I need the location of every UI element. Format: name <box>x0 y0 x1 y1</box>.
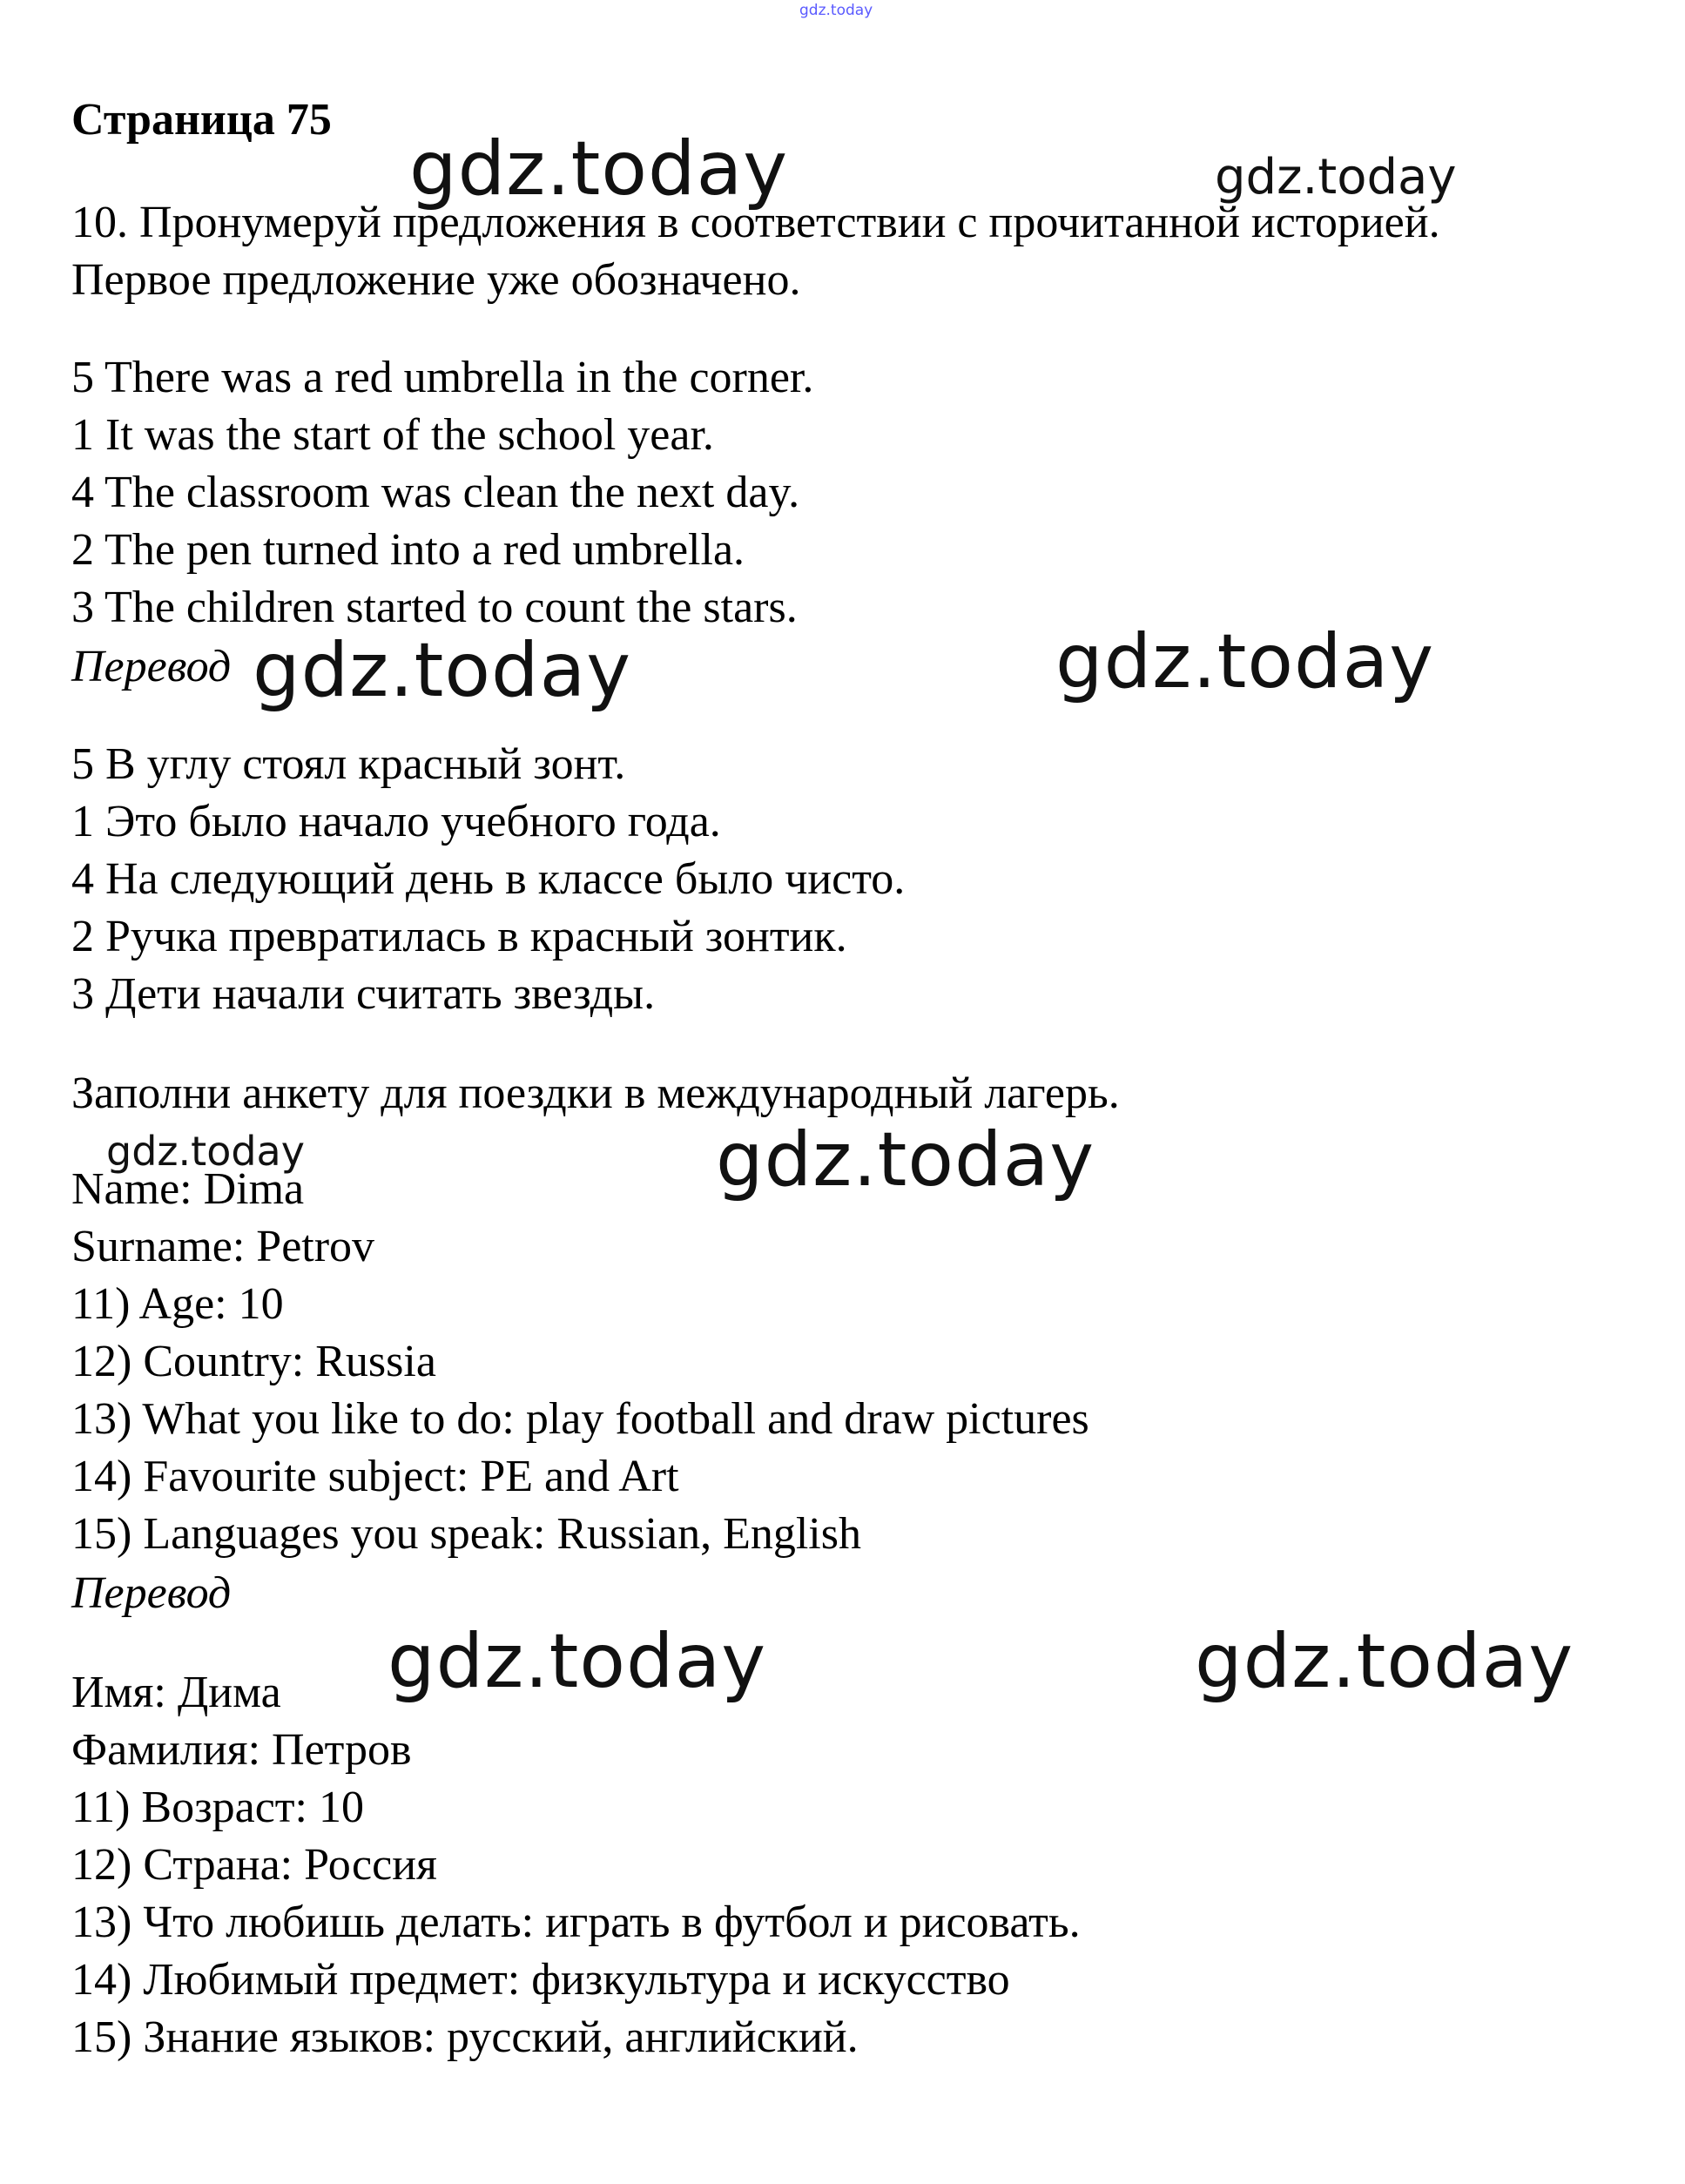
translation-item: 2 Ручка превратилась в красный зонтик. <box>71 912 847 961</box>
form-field: Name: Dima <box>71 1164 305 1214</box>
form-translation: 15) Знание языков: русский, английский. <box>71 2012 859 2062</box>
form-translation: 13) Что любишь делать: играть в футбол и рисовать. <box>71 1898 1081 1947</box>
form-translation: 12) Страна: Россия <box>71 1840 437 1890</box>
translation-item: 5 В углу стоял красный зонт. <box>71 739 626 789</box>
sentence-item: 3 The children started to count the stars. <box>71 583 798 632</box>
sentence-item: 4 The classroom was clean the next day. <box>71 468 800 517</box>
form-field: Surname: Petrov <box>71 1222 375 1271</box>
form-translation: Фамилия: Петров <box>71 1725 412 1775</box>
form-translation: 14) Любимый предмет: физкультура и искусство <box>71 1955 1010 2005</box>
translation-label: Перевод <box>71 642 232 691</box>
form-translation: Имя: Дима <box>71 1668 281 1717</box>
exercise-instruction-line2: Первое предложение уже обозначено. <box>71 255 801 305</box>
form-field: 12) Country: Russia <box>71 1337 436 1386</box>
watermark: gdz.today <box>716 1116 1095 1203</box>
watermark: gdz.today <box>1195 1618 1574 1705</box>
exercise-instruction-line1: 10. Пронумеруй предложения в соответствии с прочитанной историей. <box>71 198 1440 247</box>
watermark: gdz.today <box>1055 618 1435 705</box>
page-title: Страница 75 <box>71 95 332 145</box>
translation-item: 1 Это было начало учебного года. <box>71 797 721 846</box>
watermark: gdz.today <box>253 627 632 714</box>
watermark: gdz.today <box>409 125 789 212</box>
form-field: 15) Languages you speak: Russian, English <box>71 1509 861 1559</box>
watermark-top-tiny: gdz.today <box>799 2 873 19</box>
translation-item: 3 Дети начали считать звезды. <box>71 969 656 1019</box>
sentence-item: 1 It was the start of the school year. <box>71 410 714 460</box>
form-field: 11) Age: 10 <box>71 1279 284 1329</box>
form-field: 14) Favourite subject: PE and Art <box>71 1452 679 1501</box>
translation-item: 4 На следующий день в классе было чисто. <box>71 854 906 904</box>
translation-label: Перевод <box>71 1568 232 1618</box>
watermark: gdz.today <box>106 1128 305 1175</box>
watermark: gdz.today <box>388 1618 767 1705</box>
sentence-item: 2 The pen turned into a red umbrella. <box>71 525 745 575</box>
sentence-item: 5 There was a red umbrella in the corner. <box>71 353 814 402</box>
watermark: gdz.today <box>1215 149 1457 206</box>
form-field: 13) What you like to do: play football and draw pictures <box>71 1394 1089 1444</box>
form-translation: 11) Возраст: 10 <box>71 1783 364 1832</box>
form-instruction: Заполни анкету для поездки в международный лагерь. <box>71 1068 1120 1118</box>
